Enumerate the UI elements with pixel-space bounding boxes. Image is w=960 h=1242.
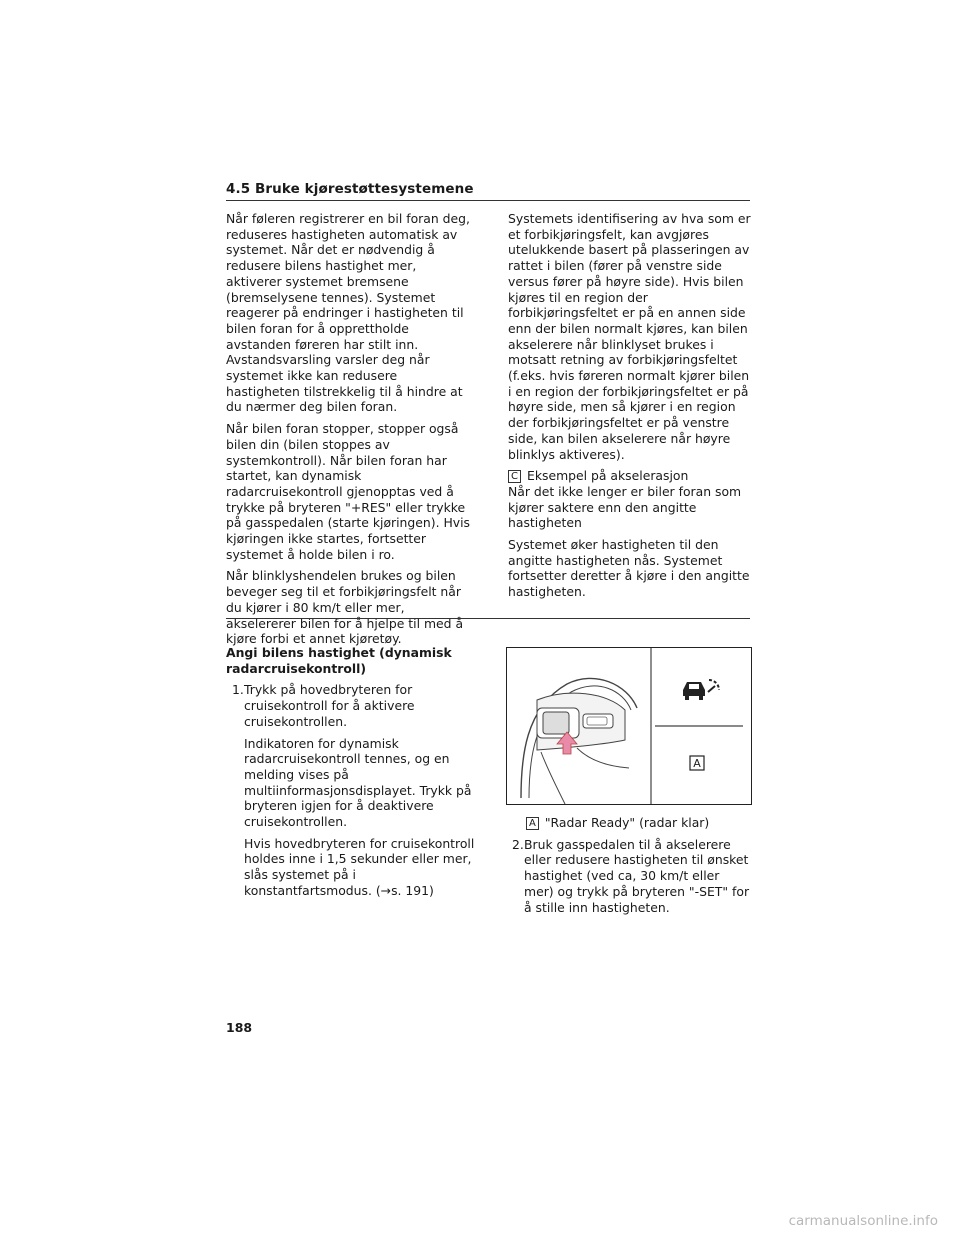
step-2	[506, 837, 752, 916]
step-1	[226, 682, 476, 729]
right-column-top	[508, 211, 752, 606]
radar-cruise-indicator-icon	[683, 680, 719, 700]
step-note: Indikatoren for dynamisk radarcruisekontroll tennes, og en melding vises på multiinformasjonsdisplayet. Trykk på bryteren igjen for å deaktivere cruisekontrollen.	[244, 735, 472, 830]
callout-letter-c: C	[508, 470, 521, 483]
left-column-top	[226, 211, 474, 653]
section-divider	[226, 618, 750, 619]
item-c-result: Systemet øker hastigheten til den angitte hastigheten nås. Systemet fortsetter deretter å kjøre i den angitte hastigheten.	[508, 537, 750, 600]
item-c-condition: Når det ikke lenger er biler foran som kjører saktere enn den angitte hastigheten	[508, 483, 742, 531]
item-a-text: "Radar Ready" (radar klar)	[544, 815, 710, 830]
left-column-bottom	[226, 645, 476, 905]
paragraph: Systemets identifisering av hva som er et forbikjøringsfelt, kan avgjøres utelukkende basert på plasseringen av rattet i bilen (fører på venstre side versus fører på høyre side). Hvis bilen kjøres til en region der forbikjøringsfeltet er på en annen side enn der bilen normalt kjøres, kan bilen akselerere når blinklyset brukes i motsatt retning av forbikjøringsfeltet (f.eks. hvis føreren normalt kjører bilen i en region der forbikjøringsfeltet er på høyre side, men så kjører i en region der forbikjøringsfeltet er på venstre side, kan bilen akselerere når høyre blinklys aktiveres).	[508, 211, 751, 462]
paragraph: Når føleren registrerer en bil foran deg, reduseres hastigheten automatisk av systemet. Når det er nødvendig å redusere bilens hastighet mer, aktiverer systemet bremsene (bremselysene tennes). Systemet reagerer på endringer i hastigheten til bilen foran for å opprettholde avstanden føreren har stilt inn. Avstandsvarsling varsler deg når systemet ikke kan redusere hastigheten tilstrekkelig til å hindre at du nærmer deg bilen foran.	[226, 211, 470, 415]
section-header	[226, 178, 750, 201]
step-note: Hvis hovedbryteren for cruisekontroll holdes inne i 1,5 sekunder eller mer, slås systemet på i konstantfartsmodus. (→s. 191)	[244, 835, 475, 898]
item-a	[506, 815, 752, 831]
step-number: 2.	[512, 836, 524, 852]
section-title: 4.5 Bruke kjørestøttesystemene	[226, 181, 474, 197]
subsection-heading: Angi bilens hastighet (dynamisk radarcruisekontroll)	[226, 645, 452, 676]
steering-wheel-figure	[506, 647, 752, 805]
step-text: Bruk gasspedalen til å akselerere eller redusere hastigheten til ønsket hastighet (ved ca, 30 km/t eller mer) og trykk på bryteren "-SET" for å stille inn hastigheten.	[524, 836, 750, 915]
step-number: 1.	[232, 682, 244, 698]
watermark: carmanualsonline.info	[788, 1213, 938, 1229]
paragraph: Når blinklyshendelen brukes og bilen beveger seg til et forbikjøringsfelt når du kjører i 80 km/t eller mer, akselererer bilen for å hjelpe til med å kjøre forbi et annet kjøretøy.	[226, 568, 464, 647]
right-column-bottom	[506, 815, 752, 921]
item-c-title: Eksempel på akselerasjon	[526, 468, 689, 484]
page-number: 188	[226, 1020, 253, 1035]
paragraph: Når bilen foran stopper, stopper også bilen din (bilen stoppes av systemkontroll). Når bilen foran har startet, kan dynamisk radarcruisekontroll gjenopptas ved å trykke på bryteren "+RES" eller trykke på gasspedalen (starte kjøringen). Hvis kjøringen ikke startes, fortsetter systemet å holde bilen i ro.	[226, 421, 471, 562]
callout-letter-a: A	[526, 817, 539, 830]
steering-switch-illustration	[507, 648, 751, 804]
item-c	[508, 468, 752, 484]
figure-label-a: A	[693, 757, 701, 770]
step-text: Trykk på hovedbryteren for cruisekontroll for å aktivere cruisekontrollen.	[244, 682, 415, 729]
